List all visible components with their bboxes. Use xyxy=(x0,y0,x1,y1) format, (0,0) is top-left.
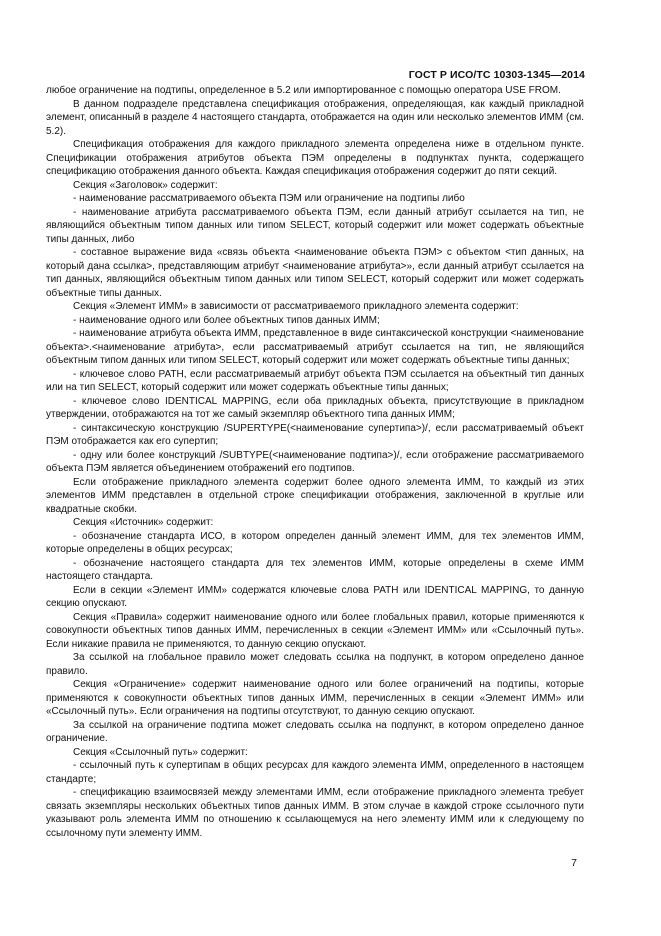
list-item: - обозначение настоящего стандарта для тех элементов ИММ, которые определены в схеме ИММ настоящего стандарта. xyxy=(46,557,584,582)
list-item: - спецификацию взаимосвязей между элементами ИММ, если отображение прикладного элемента требует связать экземпляры нескольких объектных типов данных ИММ. В этом случае в каждой строке ссылочного пути указывают роль элемента ИММ по отношению к ссылающемуся на него элементу ИММ или к следующему по ссылочному пути элементу ИММ. xyxy=(46,787,584,839)
list-item: - ссылочный путь к супертипам в общих ресурсах для каждого элемента ИММ, определенного в настоящем стандарте; xyxy=(46,760,584,785)
paragraph: Спецификация отображения для каждого прикладного элемента определена ниже в отдельном пункте. Спецификации отображения атрибутов объекта ПЭМ определены в подпунктах пункта, содержащего спецификацию отображения данного объекта. Каждая спецификация отображения содержит до пяти секций. xyxy=(46,139,584,177)
list-item: - одну или более конструкций /SUBTYPE(<наименование подтипа>)/, если отображение рассматриваемого объекта ПЭМ является объединением отображений его подтипов. xyxy=(46,449,584,474)
list-item: - синтаксическую конструкцию /SUPERTYPE(<наименование супертипа>)/, если рассматриваемый объект ПЭМ отображается как его супертип; xyxy=(46,422,584,447)
section-intro: Секция «Элемент ИММ» в зависимости от рассматриваемого прикладного элемента содержит: xyxy=(73,301,519,312)
paragraph: Секция «Ограничение» содержит наименование одного или более ограничений на подтипы, которые применяются к совокупности объектных типов данных ИММ, перечисленных в секции «Элемент ИММ» или «Ссылочный путь». Если ограничения на подтипы отсутствуют, то данную секцию опускают. xyxy=(46,679,584,717)
paragraph: Если в секции «Элемент ИММ» содержатся ключевые слова PATH или IDENTICAL MAPPING, то данную секцию опускают. xyxy=(46,584,584,609)
section-intro: Секция «Ссылочный путь» содержит: xyxy=(73,746,248,758)
list-item: - ключевое слово IDENTICAL MAPPING, если оба прикладных объекта, присутствующие в прикладном утверждении, отображаются на тот же самый экземпляр объектного типа данных ИММ; xyxy=(46,395,584,420)
list-item: - ключевое слово PATH, если рассматриваемый атрибут объекта ПЭМ ссылается на объектный тип данных или на тип SELECT, который содержит или может содержать объектные типы данных; xyxy=(46,368,584,393)
list-item: - наименование одного или более объектных типов данных ИММ; xyxy=(73,314,380,326)
paragraph: любое ограничение на подтипы, определенное в 5.2 или импортированное с помощью оператора USE FROM. xyxy=(46,85,561,96)
list-item: - наименование рассматриваемого объекта ПЭМ или ограничение на подтипы либо xyxy=(73,193,465,204)
paragraph: Если отображение прикладного элемента содержит более одного элемента ИММ, то каждый из этих элементов ИММ представлен в отдельной строке спецификации отображения, заключенной в круглые или квадратные скобки. xyxy=(46,476,584,515)
list-item: - наименование атрибута объекта ИММ, представленное в виде синтаксической конструкции <наименование объекта>.<наименование атрибута>, если рассматриваемый атрибут ссылается на тип, не являющийся объектным типом данных или типом SELECT, который содержит или может содержать объектные типы данных; xyxy=(46,328,584,366)
paragraph: За ссылкой на глобальное правило может следовать ссылка на подпункт, в котором определено данное правило. xyxy=(46,652,584,677)
section-intro: Секция «Заголовок» содержит: xyxy=(73,179,218,191)
paragraph: В данном подразделе представлена спецификация отображения, определяющая, как каждый прикладной элемент, описанный в разделе 4 настоящего стандарта, отображается на один или несколько элементов ИММ (см. 5.2). xyxy=(46,98,584,137)
page-number: 7 xyxy=(571,857,577,869)
page-body xyxy=(46,84,584,840)
paragraph: За ссылкой на ограничение подтипа может следовать ссылка на подпункт, в котором определено данное ограничение. xyxy=(46,719,584,744)
section-intro: Секция «Источник» содержит: xyxy=(73,517,214,528)
list-item: - наименование атрибута рассматриваемого объекта ПЭМ, если данный атрибут ссылается на тип, не являющийся объектным типом данных или типом SELECT, который содержит или может содержать объектные типы данных, либо xyxy=(46,206,584,245)
list-item: - составное выражение вида «связь объекта <наименование объекта ПЭМ> с объектом <тип данных, на который дана ссылка>, представляющим атрибут <наименование атрибута>», если данный атрибут ссылается на тип данных, являющийся объектным типом данных или типом SELECT, который содержит или может содержать объектные типы данных. xyxy=(46,247,584,299)
list-item: - обозначение стандарта ИСО, в котором определен данный элемент ИММ, для тех элементов ИММ, которые определены в общих ресурсах; xyxy=(46,530,584,555)
document-header: ГОСТ Р ИСО/ТС 10303-1345—2014 xyxy=(408,69,585,81)
paragraph: Секция «Правила» содержит наименование одного или более глобальных правил, которые применяются к совокупности объектных типов данных ИММ, перечисленных в секции «Элемент ИММ» или «Ссылочный путь». Если никакие правила не применяются, то данную секцию опускают. xyxy=(46,611,584,650)
